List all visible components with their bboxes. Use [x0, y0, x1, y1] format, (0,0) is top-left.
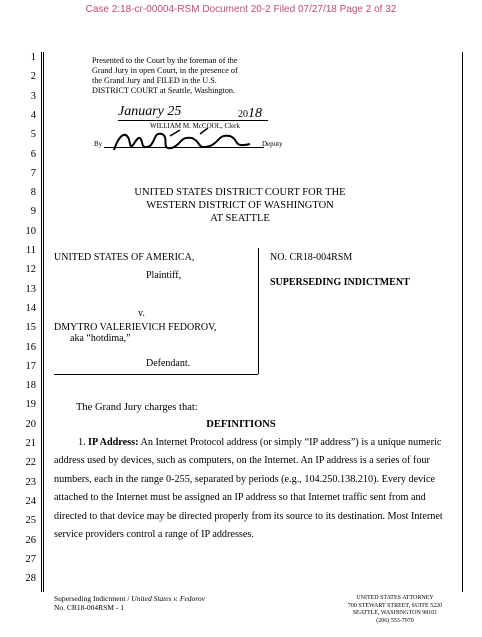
line-number: 2	[30, 71, 36, 83]
stamp-line: Grand Jury in open Court, in the presence of	[92, 66, 238, 75]
stamp-year-suffix: 18	[248, 106, 262, 121]
footer-right	[330, 595, 460, 625]
case-number: NO. CR18-004RSM	[270, 252, 353, 263]
right-margin-rule	[462, 52, 463, 592]
line-number: 10	[25, 225, 36, 237]
stamp-year	[238, 106, 262, 122]
footer-page: No. CR18-004RSM - 1	[54, 603, 125, 612]
line-number: 6	[30, 148, 36, 160]
paragraph-number: 1.	[78, 437, 86, 448]
footer-case-name: United States v. Fedorov	[131, 594, 206, 603]
line-number: 13	[25, 283, 36, 295]
document-title: SUPERSEDING INDICTMENT	[270, 277, 410, 288]
defendant-aka: aka “hotdima,”	[70, 333, 131, 344]
footer-office: UNITED STATES ATTORNEY	[356, 595, 434, 601]
line-number: 19	[25, 399, 36, 411]
definitions-heading: DEFINITIONS	[206, 419, 276, 430]
line-number: 12	[25, 264, 36, 276]
court-line-3: AT SEATTLE	[210, 213, 270, 224]
line-number: 25	[25, 515, 36, 527]
defendant-name: DMYTRO VALERIEVICH FEDOROV,	[54, 322, 217, 333]
line-number: 3	[30, 90, 36, 102]
stamp-date-text: January 25	[118, 104, 182, 119]
stamp-clerk: WILLIAM M. McCOOL, Clerk	[150, 122, 241, 130]
footer-street: 700 STEWART STREET, SUITE 5220	[347, 602, 443, 609]
court-heading	[100, 186, 380, 225]
caption-divider	[258, 248, 259, 374]
line-number: 17	[25, 360, 36, 372]
line-number: 16	[25, 341, 36, 353]
line-number: 18	[25, 380, 36, 392]
line-number: 26	[25, 534, 36, 546]
filing-stamp	[92, 56, 277, 96]
line-number: 7	[30, 167, 36, 179]
line-number: 23	[25, 476, 36, 488]
footer-doc-name: Superseding Indictment /	[54, 594, 132, 603]
versus: v.	[138, 308, 145, 319]
stamp-by: By	[94, 140, 103, 148]
stamp-line: the Grand Jury and FILED in the U.S.	[92, 76, 217, 85]
defendant-role: Defendant.	[146, 358, 191, 369]
line-number: 4	[30, 109, 36, 121]
caption-bottom-rule	[54, 374, 258, 375]
line-number: 8	[30, 187, 36, 199]
case-header: Case 2:18-cr-00004-RSM Document 20-2 Filed 07/27/18 Page 2 of 32	[85, 4, 397, 15]
stamp-date	[118, 104, 268, 121]
paragraph-body: An Internet Protocol address (or simply “IP address”) is a unique numeric address used by devices, such as computers, on the Internet. An IP address is a series of four numbers, each in the range 0-255, separated by periods (e.g., 104.250.138.210). Every device attached to the Internet must be assigned an IP address so that Internet traffic sent from and directed to that device may be directed properly from its source to its destination. Most Internet service providers control a range of IP addresses.	[54, 437, 443, 541]
court-line-2: WESTERN DISTRICT OF WASHINGTON	[146, 200, 334, 211]
stamp-line: Presented to the Court by the foreman of the	[92, 56, 238, 65]
line-number: 5	[30, 129, 36, 141]
deputy-signature-icon	[110, 126, 260, 156]
line-number: 14	[25, 302, 36, 314]
paragraph-term: IP Address:	[88, 437, 139, 448]
left-margin-rule-inner	[43, 52, 44, 592]
line-number: 22	[25, 457, 36, 469]
footer-city: SEATTLE, WASHINGTON 98101	[352, 610, 438, 616]
footer-phone: (206) 553-7970	[376, 617, 414, 624]
paragraph-1	[54, 434, 452, 544]
line-number: 1	[30, 52, 36, 63]
line-number: 24	[25, 495, 36, 507]
line-number: 21	[25, 438, 36, 449]
stamp-year-prefix: 20	[238, 109, 248, 120]
line-number: 28	[25, 573, 36, 585]
line-number: 15	[25, 322, 36, 334]
court-line-1: UNITED STATES DISTRICT COURT FOR THE	[134, 187, 346, 198]
plaintiff-name: UNITED STATES OF AMERICA,	[54, 252, 195, 263]
charges-intro: The Grand Jury charges that:	[76, 402, 198, 413]
line-number: 9	[30, 206, 36, 218]
line-number: 20	[25, 418, 36, 430]
stamp-line: DISTRICT COURT at Seattle, Washington.	[92, 86, 236, 95]
footer-left	[54, 594, 205, 612]
stamp-deputy: Deputy	[262, 140, 283, 148]
left-margin-rule	[41, 52, 42, 592]
line-number: 27	[25, 553, 36, 565]
line-number: 11	[25, 245, 36, 256]
plaintiff-role: Plaintiff,	[146, 270, 182, 281]
